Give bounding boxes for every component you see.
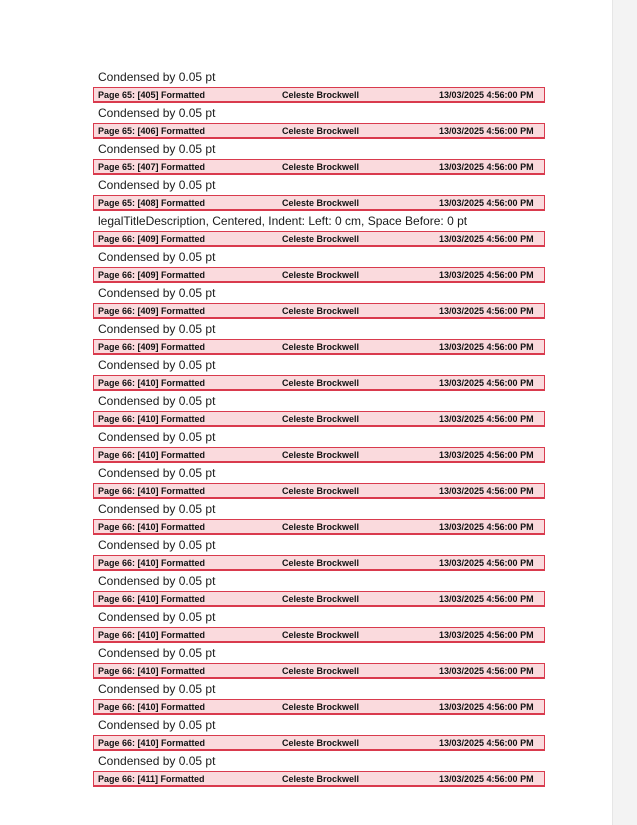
change-timestamp: 13/03/2025 4:56:00 PM — [439, 341, 534, 352]
change-author: Celeste Brockwell — [282, 665, 360, 676]
change-header — [93, 771, 545, 787]
change-location: Page 65: [407] Formatted — [98, 161, 206, 172]
change-description: Condensed by 0.05 pt — [98, 718, 216, 732]
change-header — [93, 555, 545, 571]
change-description: Condensed by 0.05 pt — [98, 430, 216, 444]
change-location: Page 65: [406] Formatted — [98, 125, 206, 136]
change-author: Celeste Brockwell — [282, 449, 360, 460]
change-location: Page 66: [411] Formatted — [98, 773, 205, 784]
change-author: Celeste Brockwell — [282, 341, 360, 352]
change-location: Page 66: [410] Formatted — [98, 737, 206, 748]
change-location: Page 66: [410] Formatted — [98, 665, 206, 676]
change-author: Celeste Brockwell — [282, 737, 360, 748]
change-description: Condensed by 0.05 pt — [98, 646, 216, 660]
change-timestamp: 13/03/2025 4:56:00 PM — [439, 269, 534, 280]
change-location: Page 66: [410] Formatted — [98, 413, 206, 424]
change-description: Condensed by 0.05 pt — [98, 754, 216, 768]
change-description: Condensed by 0.05 pt — [98, 250, 216, 264]
change-author: Celeste Brockwell — [282, 125, 360, 136]
change-header — [93, 411, 545, 427]
change-header — [93, 195, 545, 211]
change-timestamp: 13/03/2025 4:56:00 PM — [439, 593, 534, 604]
change-timestamp: 13/03/2025 4:56:00 PM — [439, 89, 534, 100]
change-header — [93, 735, 545, 751]
change-header — [93, 267, 545, 283]
change-header — [93, 699, 545, 715]
change-author: Celeste Brockwell — [282, 485, 360, 496]
change-author: Celeste Brockwell — [282, 89, 360, 100]
change-location: Page 66: [410] Formatted — [98, 521, 206, 532]
change-location: Page 65: [408] Formatted — [98, 197, 206, 208]
change-description: Condensed by 0.05 pt — [98, 322, 216, 336]
change-header — [93, 87, 545, 103]
change-header — [93, 159, 545, 175]
change-timestamp: 13/03/2025 4:56:00 PM — [439, 305, 534, 316]
change-author: Celeste Brockwell — [282, 413, 360, 424]
change-timestamp: 13/03/2025 4:56:00 PM — [439, 449, 534, 460]
change-author: Celeste Brockwell — [282, 305, 360, 316]
change-location: Page 66: [410] Formatted — [98, 593, 206, 604]
change-author: Celeste Brockwell — [282, 269, 360, 280]
change-description: Condensed by 0.05 pt — [98, 178, 216, 192]
change-header — [93, 519, 545, 535]
change-author: Celeste Brockwell — [282, 233, 360, 244]
change-location: Page 65: [405] Formatted — [98, 89, 206, 100]
change-description: legalTitleDescription, Centered, Indent: Left: 0 cm, Space Before: 0 pt — [98, 214, 468, 228]
change-author: Celeste Brockwell — [282, 521, 360, 532]
change-author: Celeste Brockwell — [282, 161, 360, 172]
formatting-changes-list — [93, 69, 545, 789]
change-header — [93, 123, 545, 139]
change-author: Celeste Brockwell — [282, 593, 360, 604]
change-description: Condensed by 0.05 pt — [98, 610, 216, 624]
change-author: Celeste Brockwell — [282, 377, 360, 388]
change-timestamp: 13/03/2025 4:56:00 PM — [439, 197, 534, 208]
change-description: Condensed by 0.05 pt — [98, 682, 216, 696]
change-header — [93, 483, 545, 499]
change-timestamp: 13/03/2025 4:56:00 PM — [439, 737, 534, 748]
change-location: Page 66: [410] Formatted — [98, 485, 206, 496]
change-location: Page 66: [409] Formatted — [98, 305, 206, 316]
change-author: Celeste Brockwell — [282, 197, 360, 208]
change-author: Celeste Brockwell — [282, 701, 360, 712]
change-header — [93, 591, 545, 607]
change-header — [93, 303, 545, 319]
change-location: Page 66: [409] Formatted — [98, 233, 206, 244]
change-timestamp: 13/03/2025 4:56:00 PM — [439, 125, 534, 136]
change-header — [93, 627, 545, 643]
change-author: Celeste Brockwell — [282, 629, 360, 640]
change-timestamp: 13/03/2025 4:56:00 PM — [439, 377, 534, 388]
change-description: Condensed by 0.05 pt — [98, 358, 216, 372]
change-description: Condensed by 0.05 pt — [98, 142, 216, 156]
change-description: Condensed by 0.05 pt — [98, 106, 216, 120]
change-description: Condensed by 0.05 pt — [98, 538, 216, 552]
change-header — [93, 375, 545, 391]
change-author: Celeste Brockwell — [282, 557, 360, 568]
change-timestamp: 13/03/2025 4:56:00 PM — [439, 161, 534, 172]
change-timestamp: 13/03/2025 4:56:00 PM — [439, 521, 534, 532]
change-author: Celeste Brockwell — [282, 773, 360, 784]
page-gutter — [612, 0, 637, 825]
change-location: Page 66: [410] Formatted — [98, 701, 206, 712]
change-timestamp: 13/03/2025 4:56:00 PM — [439, 773, 534, 784]
change-header — [93, 663, 545, 679]
change-description: Condensed by 0.05 pt — [98, 466, 216, 480]
change-location: Page 66: [409] Formatted — [98, 341, 206, 352]
change-description: Condensed by 0.05 pt — [98, 70, 216, 84]
change-header — [93, 447, 545, 463]
change-timestamp: 13/03/2025 4:56:00 PM — [439, 233, 534, 244]
change-description: Condensed by 0.05 pt — [98, 394, 216, 408]
change-description: Condensed by 0.05 pt — [98, 286, 216, 300]
change-timestamp: 13/03/2025 4:56:00 PM — [439, 701, 534, 712]
change-location: Page 66: [410] Formatted — [98, 449, 206, 460]
change-timestamp: 13/03/2025 4:56:00 PM — [439, 485, 534, 496]
change-timestamp: 13/03/2025 4:56:00 PM — [439, 557, 534, 568]
change-location: Page 66: [410] Formatted — [98, 557, 206, 568]
change-location: Page 66: [410] Formatted — [98, 629, 206, 640]
change-location: Page 66: [409] Formatted — [98, 269, 206, 280]
change-timestamp: 13/03/2025 4:56:00 PM — [439, 413, 534, 424]
change-timestamp: 13/03/2025 4:56:00 PM — [439, 665, 534, 676]
change-header — [93, 339, 545, 355]
change-header — [93, 231, 545, 247]
change-timestamp: 13/03/2025 4:56:00 PM — [439, 629, 534, 640]
change-location: Page 66: [410] Formatted — [98, 377, 206, 388]
change-description: Condensed by 0.05 pt — [98, 574, 216, 588]
change-description: Condensed by 0.05 pt — [98, 502, 216, 516]
